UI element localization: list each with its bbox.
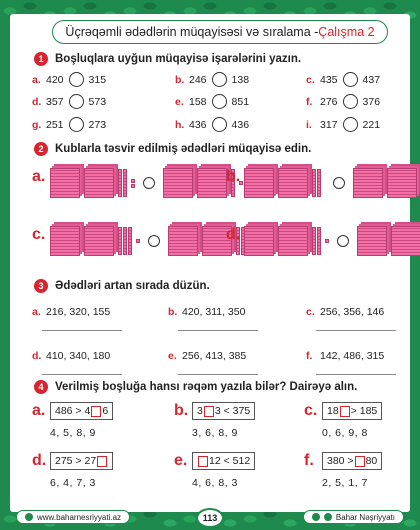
hundreds-block [163, 168, 193, 198]
tens-rods [118, 169, 127, 197]
answer-line[interactable] [42, 330, 122, 331]
item-label: c. [32, 226, 46, 243]
comparison-item [306, 94, 380, 109]
comparison-circle[interactable] [212, 72, 227, 87]
ones-cube [325, 239, 329, 243]
item-label: a. [32, 73, 41, 86]
left-number: 317 [320, 118, 338, 131]
inequality-box [322, 452, 382, 470]
digit-question [174, 402, 255, 439]
left-number: 158 [189, 95, 207, 108]
ordering-item [168, 350, 258, 380]
inequality-left: 3 [197, 405, 203, 417]
ones-cube [131, 179, 135, 183]
left-number: 420 [46, 73, 64, 86]
ones-cubes [131, 179, 135, 188]
ordering-row [32, 306, 122, 318]
comparison-item [175, 117, 249, 132]
ordering-item [32, 306, 122, 336]
section-number: 4 [34, 380, 48, 394]
number-set: 256, 356, 146 [320, 306, 385, 318]
comparison-circle[interactable] [343, 94, 358, 109]
digit-options[interactable]: 3, 6, 8, 9 [192, 427, 238, 439]
blank-square[interactable] [340, 406, 350, 417]
item-label: b. [168, 306, 178, 318]
item-label: d. [226, 226, 241, 243]
digit-question [304, 402, 382, 439]
answer-line[interactable] [316, 374, 396, 375]
tens-rod [312, 169, 316, 197]
cube-comparison [32, 226, 249, 256]
comparison-circle[interactable] [212, 94, 227, 109]
facebook-icon [324, 513, 332, 521]
item-label: b. [174, 402, 189, 419]
comparison-circle[interactable] [148, 235, 160, 247]
left-number: 246 [189, 73, 207, 86]
question-row [174, 452, 255, 470]
digit-options[interactable]: 2, 5, 1, 7 [322, 477, 368, 489]
comparison-item [175, 72, 249, 87]
hundreds-block [84, 168, 114, 198]
number-set: 216, 320, 155 [46, 306, 111, 318]
instagram-icon [312, 513, 320, 521]
cube-comparison [32, 168, 243, 198]
comparison-circle[interactable] [337, 235, 349, 247]
item-label: f. [306, 95, 313, 108]
inequality-box [192, 452, 255, 470]
number-set: 142, 486, 315 [320, 350, 385, 362]
answer-line[interactable] [178, 330, 258, 331]
item-label: i. [306, 118, 312, 131]
publisher-text: Bahar Nəşriyyatı [335, 512, 395, 522]
right-number: 851 [231, 95, 250, 108]
ordering-item [306, 350, 396, 380]
globe-icon [25, 513, 33, 521]
comparison-item [32, 117, 106, 132]
right-number: 437 [362, 73, 381, 86]
tens-rod [312, 227, 316, 255]
answer-line[interactable] [178, 374, 258, 375]
ones-cubes [136, 239, 140, 243]
comparison-item [175, 94, 249, 109]
comparison-circle[interactable] [333, 177, 345, 189]
item-label: d. [32, 452, 47, 469]
comparison-circle[interactable] [69, 117, 84, 132]
question-row [304, 452, 382, 470]
comparison-circle[interactable] [69, 72, 84, 87]
item-label: d. [32, 350, 42, 362]
ones-cubes [325, 239, 329, 243]
number-set: 420, 311, 350 [182, 306, 246, 318]
right-number: 273 [88, 118, 107, 131]
hundreds-block [84, 226, 114, 256]
tens-rod [118, 227, 122, 255]
digit-question [32, 402, 113, 439]
left-number: 357 [46, 95, 64, 108]
digit-question [32, 452, 113, 489]
section-4-header [34, 380, 357, 394]
title-main: Üçrəqəmli ədədlərin müqayisəsi və sıralama - [65, 25, 319, 39]
section-3-header [34, 279, 210, 293]
ordering-row [168, 350, 258, 362]
inequality-right: 6 [102, 405, 109, 417]
right-number: 315 [88, 73, 107, 86]
comparison-circle[interactable] [343, 72, 358, 87]
digit-question [304, 452, 382, 489]
inequality-left: 18 [327, 405, 339, 417]
number-set: 256, 413, 385 [182, 350, 247, 362]
inequality-left: 380 > [327, 455, 354, 467]
question-row [32, 452, 113, 470]
inequality-right: 12 < 512 [209, 455, 251, 467]
ordering-row [306, 350, 396, 362]
blank-square[interactable] [204, 406, 214, 417]
inequality-box [322, 402, 382, 420]
digit-question [174, 452, 255, 489]
item-label: b. [226, 168, 241, 185]
left-number: 251 [46, 118, 64, 131]
ordering-row [306, 306, 396, 318]
item-label: b. [175, 73, 185, 86]
section-title: Kublarla təsvir edilmiş ədədləri müqayisə edin. [55, 143, 312, 155]
comparison-circle[interactable] [143, 177, 155, 189]
left-number: 435 [320, 73, 338, 86]
tens-rod [123, 169, 127, 197]
hundreds-block [391, 226, 420, 256]
hundreds-block [353, 168, 383, 198]
ordering-item [32, 350, 122, 380]
item-label: e. [168, 350, 177, 362]
comparison-circle[interactable] [69, 94, 84, 109]
section-title: Ədədləri artan sırada düzün. [55, 280, 210, 292]
comparison-item [306, 72, 380, 87]
inequality-box [192, 402, 255, 420]
blank-square[interactable] [355, 456, 365, 467]
comparison-circle[interactable] [212, 117, 227, 132]
item-label: a. [32, 402, 46, 419]
inequality-right: 80 [365, 455, 378, 467]
question-row [32, 402, 113, 420]
hundreds-block [50, 168, 80, 198]
digit-options[interactable]: 0, 6, 9, 8 [322, 427, 368, 439]
ordering-item [168, 306, 258, 336]
ones-cube [131, 184, 135, 188]
inequality-right: 3 < 375 [214, 405, 251, 417]
page-title [52, 20, 388, 44]
section-title: Boşluqlara uyğun müqayisə işarələrini yazın. [55, 53, 302, 65]
inequality-box [50, 452, 113, 470]
section-number: 1 [34, 52, 48, 66]
section-number: 3 [34, 279, 48, 293]
section-title: Verilmiş boşluğa hansı rəqəm yazıla bilər? Dairəyə alın. [55, 381, 358, 393]
comparison-item [32, 94, 106, 109]
comparison-item [306, 117, 380, 132]
hundreds-block [50, 226, 80, 256]
tens-rod [317, 227, 321, 255]
website-text: www.baharnesriyyati.az [37, 512, 122, 522]
tens-rod [123, 227, 127, 255]
answer-line[interactable] [42, 374, 122, 375]
comparison-circle[interactable] [343, 117, 358, 132]
question-row [304, 402, 382, 420]
digit-options[interactable]: 4, 6, 8, 3 [192, 477, 238, 489]
right-number: 573 [88, 95, 107, 108]
right-number: 436 [231, 118, 250, 131]
right-number: 376 [362, 95, 381, 108]
inequality-right: > 185 [350, 405, 378, 417]
left-number: 276 [320, 95, 338, 108]
question-row [174, 402, 255, 420]
item-label: a. [32, 168, 46, 185]
answer-line[interactable] [316, 330, 396, 331]
cube-comparison [226, 168, 420, 198]
digit-options[interactable]: 6, 4, 7, 3 [50, 477, 96, 489]
inequality-box [50, 402, 113, 420]
item-label: h. [175, 118, 185, 131]
item-label: c. [304, 402, 318, 419]
section-2-header [34, 142, 311, 156]
page-number: 113 [196, 508, 224, 528]
right-number: 221 [362, 118, 381, 131]
left-number: 436 [189, 118, 207, 131]
hundreds-block [278, 168, 308, 198]
digit-options[interactable]: 4, 5, 8, 9 [50, 427, 96, 439]
right-number: 138 [231, 73, 250, 86]
item-label: c. [306, 73, 315, 86]
item-label: f. [304, 452, 314, 469]
tens-rod [317, 169, 321, 197]
tens-rods [312, 227, 321, 255]
comparison-item [32, 72, 106, 87]
hundreds-block [244, 226, 274, 256]
tens-rod [118, 169, 122, 197]
item-label: a. [32, 306, 41, 318]
ordering-row [168, 306, 258, 318]
blank-square[interactable] [97, 456, 107, 467]
tens-rod [128, 227, 132, 255]
ordering-row [32, 350, 122, 362]
ordering-item [306, 306, 396, 336]
tens-rods [312, 169, 321, 197]
item-label: e. [174, 452, 188, 469]
website-badge[interactable] [16, 510, 130, 524]
tens-rods [118, 227, 132, 255]
blank-square[interactable] [198, 456, 208, 467]
hundreds-block [244, 168, 274, 198]
item-label: e. [175, 95, 184, 108]
section-number: 2 [34, 142, 48, 156]
hundreds-block [387, 168, 417, 198]
cube-comparison [226, 226, 420, 256]
ones-cube [136, 239, 140, 243]
item-label: f. [306, 350, 313, 362]
worksheet [10, 14, 410, 512]
title-accent: Çalışma 2 [318, 25, 375, 39]
blank-square[interactable] [91, 406, 101, 417]
hundreds-block [357, 226, 387, 256]
publisher-badge [303, 510, 404, 524]
hundreds-block [168, 226, 198, 256]
number-set: 410, 340, 180 [46, 350, 111, 362]
hundreds-block [197, 168, 227, 198]
item-label: g. [32, 118, 42, 131]
section-1-header [34, 52, 301, 66]
hundreds-block [278, 226, 308, 256]
item-label: c. [306, 306, 315, 318]
inequality-left: 275 > 27 [55, 455, 97, 467]
item-label: d. [32, 95, 42, 108]
inequality-left: 486 > 4 [55, 405, 91, 417]
